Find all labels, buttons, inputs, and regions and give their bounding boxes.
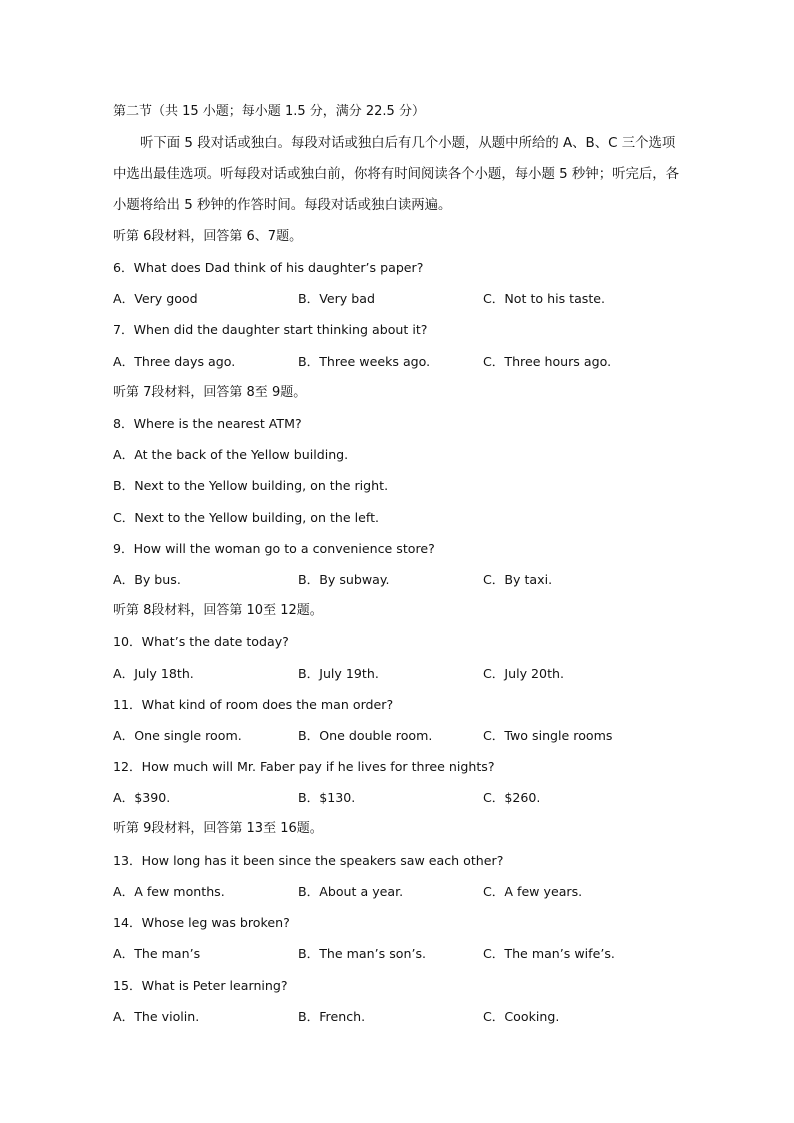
question-6: 6．What does Dad think of his daughter’s paper? <box>113 260 424 275</box>
option-c: C．Two single rooms <box>483 728 613 743</box>
question-11: 11．What kind of room does the man order? <box>113 697 394 712</box>
option-b: B．The man’s son’s. <box>298 946 427 961</box>
option-a: A．July 18th. <box>113 666 194 681</box>
option-b: B．About a year. <box>298 884 404 899</box>
question-8: 8．Where is the nearest ATM? <box>113 416 302 431</box>
section-instructions: 听下面 5 段对话或独白。每段对话或独白后有几个小题，从题中所给的 A、B、C 三个选项中选出最佳选项。听每段对话或独白前，你将有时间阅读各个小题，每小题 5 秒钟；听完后，各小题将给出 5 秒钟的作答时间。每段对话或独白读两遍。 <box>113 136 680 213</box>
question-15: 15．What is Peter learning? <box>113 978 288 993</box>
question-12: 12．How much will Mr. Faber pay if he lives for three nights? <box>113 759 495 774</box>
option-b: B．July 19th. <box>298 666 379 681</box>
option-c: C．July 20th. <box>483 666 564 681</box>
question-7: 7．When did the daughter start thinking about it? <box>113 322 428 337</box>
option-a: A．A few months. <box>113 884 225 899</box>
group-heading: 听第 6段材料，回答第 6、7题。 <box>113 229 303 244</box>
question-10: 10．What’s the date today? <box>113 634 289 649</box>
option-c: C．Not to his taste. <box>483 291 606 306</box>
question-14: 14．Whose leg was broken? <box>113 915 290 930</box>
option-b: B．One double room. <box>298 728 433 743</box>
option-b: B．Three weeks ago. <box>298 354 431 369</box>
option-c: C．$260. <box>483 790 541 805</box>
option-a: A．The man’s <box>113 946 201 961</box>
question-13: 13．How long has it been since the speakers saw each other? <box>113 853 504 868</box>
option-a: A．One single room. <box>113 728 242 743</box>
option-c: C．A few years. <box>483 884 583 899</box>
option-b: B．Next to the Yellow building, on the right. <box>113 478 389 493</box>
question-9: 9．How will the woman go to a convenience store? <box>113 541 435 556</box>
option-a: A．Three days ago. <box>113 354 236 369</box>
option-a: A．At the back of the Yellow building. <box>113 447 349 462</box>
option-a: A．Very good <box>113 291 198 306</box>
option-a: A．By bus. <box>113 572 181 587</box>
option-a: A．The violin. <box>113 1009 200 1024</box>
option-c: C．By taxi. <box>483 572 553 587</box>
option-c: C．Cooking. <box>483 1009 560 1024</box>
option-b: B．Very bad <box>298 291 375 306</box>
group-heading: 听第 8段材料，回答第 10至 12题。 <box>113 603 323 618</box>
option-b: B．French. <box>298 1009 366 1024</box>
group-heading: 听第 7段材料，回答第 8至 9题。 <box>113 385 307 400</box>
option-c: C．Three hours ago. <box>483 354 612 369</box>
option-a: A．$390. <box>113 790 171 805</box>
option-c: C．Next to the Yellow building, on the left. <box>113 510 380 525</box>
option-b: B．By subway. <box>298 572 390 587</box>
group-heading: 听第 9段材料，回答第 13至 16题。 <box>113 821 323 836</box>
option-c: C．The man’s wife’s. <box>483 946 615 961</box>
section-title: 第二节（共 15 小题；每小题 1.5 分，满分 22.5 分） <box>113 104 425 119</box>
option-b: B．$130. <box>298 790 356 805</box>
